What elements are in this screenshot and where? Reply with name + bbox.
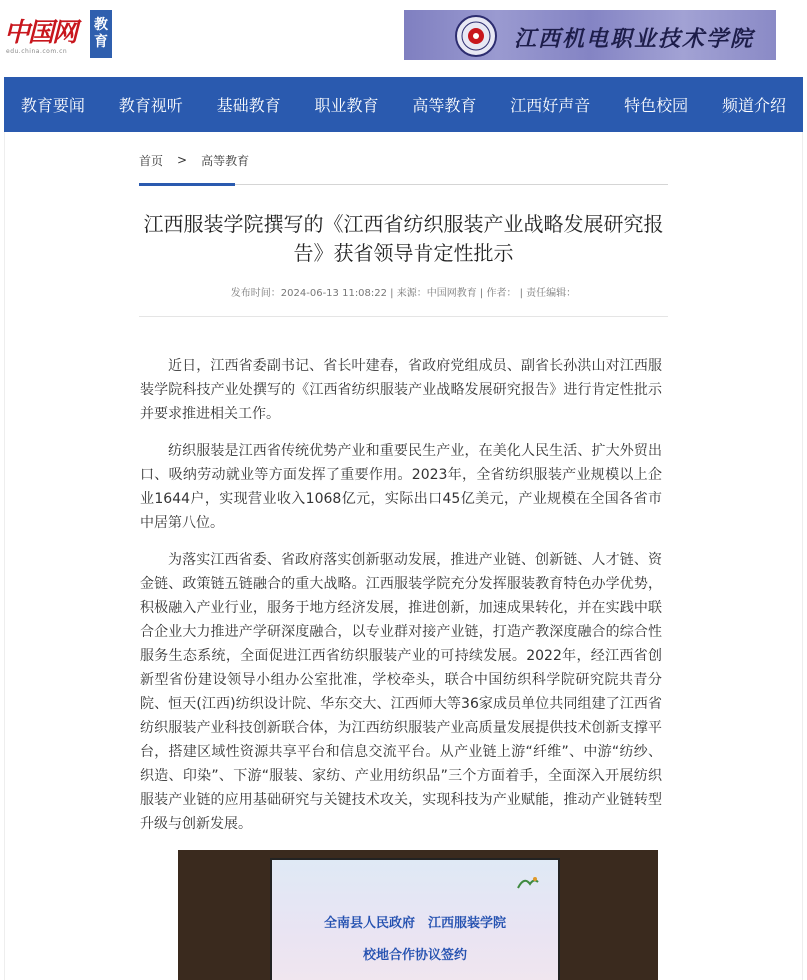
logo-text: 中国网 <box>4 18 77 48</box>
nav-item-education-news[interactable]: 教育要闻 <box>20 96 85 115</box>
article-paragraph: 为落实江西省委、省政府落实创新驱动发展，推进产业链、创新链、人才链、资金链、政策链五链融合的重大战略。江西服装学院充分发挥服装教育特色办学优势，积极融入产业行业，服务于地方经济发展，推进创新，加速成果转化，并在实践中联合企业大力推进产学研深度融合，以专业群对接产业链，打造产教深度融合的综合性服务生态系统，全面促进江西省纺织服装产业的可持续发展。2022年，经江西省创新型省份建设领导小组办公室批准，学校牵头，联合中国纺织科学院研究院共青分院、恒天(江西)纺织设计院、华东交大、江西师大等36家成员单位共同组建了江西省纺织服装产业科技创新联合体，为江西纺织服装产业高质量发展提供技术创新支撑平台，搭建区域性资源共享平台和信息交流平台。从产业链上游“纤维”、中游“纺纱、织造、印染”、下游“服装、家纺、产业用纺织品”三个方面着手，全面深入开展纺织服装产业链的应用基础研究与关键技术攻关，实现科技为产业赋能，推动产业链转型升级与创新发展。 <box>140 552 662 832</box>
site-header <box>0 0 807 77</box>
screen-partners-text: 全南县人民政府 江西服装学院 <box>323 916 506 931</box>
nav-item-channel-intro[interactable]: 频道介绍 <box>722 96 787 115</box>
china-net-logo[interactable] <box>4 6 109 62</box>
logo-mark <box>4 6 84 62</box>
article-paragraph: 近日，江西省委副书记、省长叶建春，省政府党组成员、副省长孙洪山对江西服装学院科技产业处撰写的《江西省纺织服装产业战略发展研究报告》进行肯定性批示并要求推进相关工作。 <box>140 358 662 422</box>
nav-item-basic-education[interactable]: 基础教育 <box>216 96 281 115</box>
article-title: 江西服装学院撰写的《江西省纺织服装产业战略发展研究报告》获省领导肯定性批示 <box>143 212 664 265</box>
nav-item-featured-campus[interactable]: 特色校园 <box>624 96 689 115</box>
logo-domain: edu.china.com.cn <box>6 48 68 55</box>
breadcrumb-accent-bar <box>139 183 235 186</box>
article-meta: 发布时间：2024-06-13 11:08:22 | 来源：中国网教育 | 作者： | 责任编辑： <box>230 288 577 299</box>
sponsor-banner[interactable] <box>404 10 776 60</box>
nav-item-education-video[interactable]: 教育视听 <box>118 96 183 115</box>
channel-badge[interactable] <box>90 10 112 58</box>
nav-item-vocational-education[interactable]: 职业教育 <box>314 96 379 115</box>
breadcrumb-home-link[interactable]: 首页 <box>139 153 164 168</box>
nav-item-jiangxi-voice[interactable]: 江西好声音 <box>510 96 591 115</box>
article-body <box>140 354 662 849</box>
channel-badge-line1: 教 <box>94 17 108 33</box>
screen-ceremony-text: 校地合作协议签约 <box>362 948 467 963</box>
banner-college-name: 江西机电职业技术学院 <box>514 26 755 52</box>
meta-divider <box>139 316 668 317</box>
breadcrumb-current-link[interactable]: 高等教育 <box>201 153 250 168</box>
main-nav <box>4 77 803 132</box>
channel-badge-line2: 育 <box>94 34 108 50</box>
breadcrumb <box>139 150 249 170</box>
ceremony-logo-icon <box>516 874 540 892</box>
article-paragraph: 纺织服装是江西省传统优势产业和重要民生产业，在美化人民生活、扩大外贸出口、吸纳劳动就业等方面发挥了重要作用。2023年，全省纺织服装产业规模以上企业1644户，实现营业收入1068亿元，实际出口45亿美元，产业规模在全国各省市中居第八位。 <box>140 443 662 531</box>
nav-item-higher-education[interactable]: 高等教育 <box>412 96 477 115</box>
breadcrumb-separator: > <box>177 153 188 167</box>
college-emblem-icon <box>454 14 498 58</box>
projection-screen <box>270 858 560 980</box>
article-photo <box>178 850 658 980</box>
